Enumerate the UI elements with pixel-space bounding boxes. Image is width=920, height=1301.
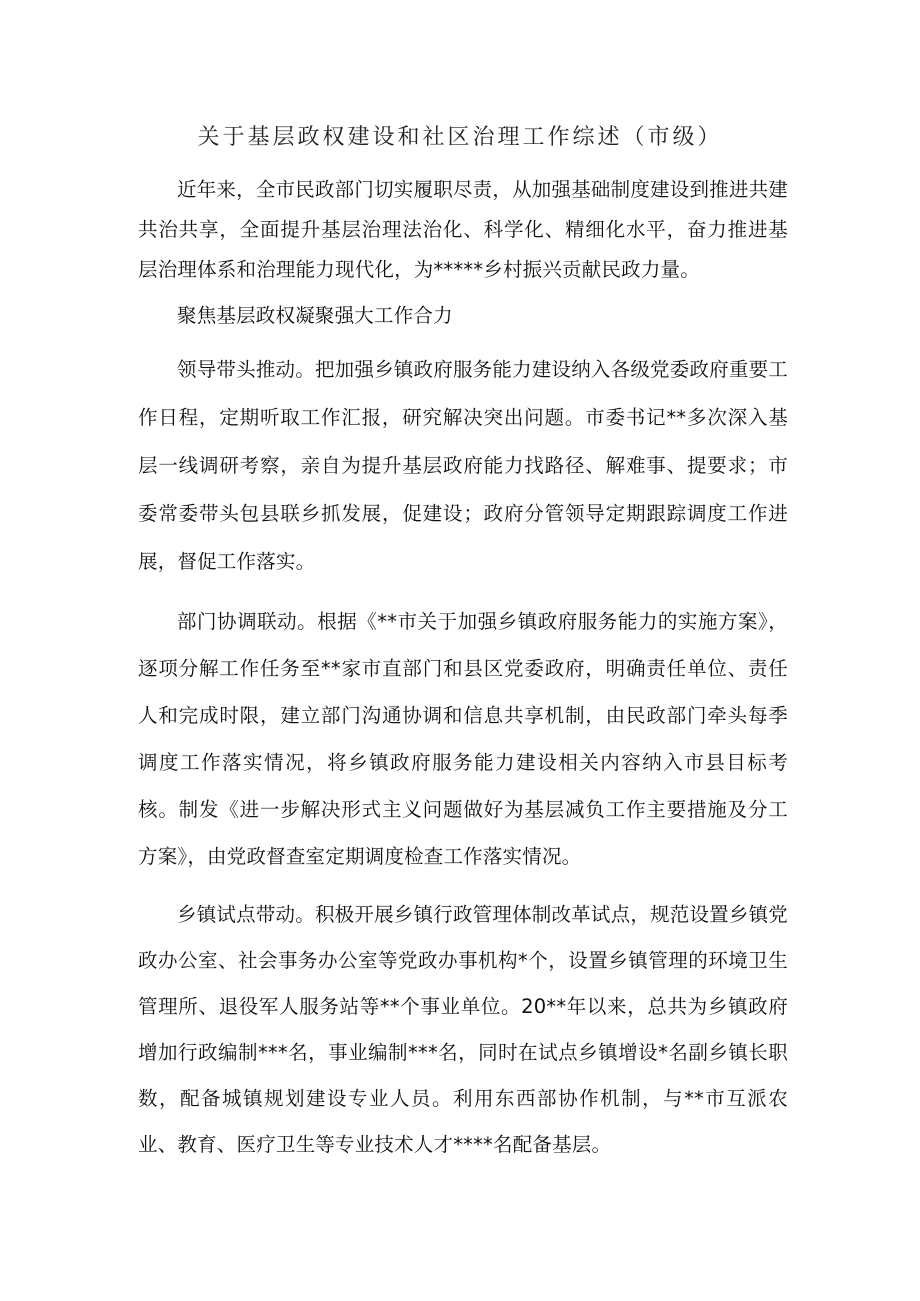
- document-body: [138, 170, 788, 1168]
- intro-paragraph: 近年来，全市民政部门切实履职尽责，从加强基础制度建设到推进共建共治共享，全面提升基层治理法治化、科学化、精细化水平，奋力推进基层治理体系和治理能力现代化，为*****乡村振兴贡献民政力量。: [138, 178, 788, 281]
- paragraph-pilot: 乡镇试点带动。积极开展乡镇行政管理体制改革试点，规范设置乡镇党政办公室、社会事务办公室等党政办事机构*个，设置乡镇管理的环境卫生管理所、退役军人服务站等**个事业单位。20**年以来，总共为乡镇政府增加行政编制***名，事业编制***名，同时在试点乡镇增设*名副乡镇长职数，配备城镇规划建设专业人员。利用东西部协作机制，与**市互派农业、教育、医疗卫生等专业技术人才****名配备基层。: [138, 903, 788, 1156]
- paragraph-coordination: 部门协调联动。根据《**市关于加强乡镇政府服务能力的实施方案》，逐项分解工作任务至**家市直部门和县区党委政府，明确责任单位、责任人和完成时限，建立部门沟通协调和信息共享机制，由民政部门牵头每季调度工作落实情况，将乡镇政府服务能力建设相关内容纳入市县目标考核。制发《进一步解决形式主义问题做好为基层减负工作主要措施及分工方案》，由党政督查室定期调度检查工作落实情况。: [138, 610, 788, 868]
- section-heading: 聚焦基层政权凝聚强大工作合力: [177, 304, 453, 327]
- paragraph-leadership: 领导带头推动。把加强乡镇政府服务能力建设纳入各级党委政府重要工作日程，定期听取工作汇报，研究解决突出问题。市委书记**多次深入基层一线调研考察，亲自为提升基层政府能力找路径、解难事、提要求；市委常委带头包县联乡抓发展，促建设；政府分管领导定期跟踪调度工作进展，督促工作落实。: [138, 358, 788, 573]
- document-title: 关于基层政权建设和社区治理工作综述（市级）: [197, 125, 723, 150]
